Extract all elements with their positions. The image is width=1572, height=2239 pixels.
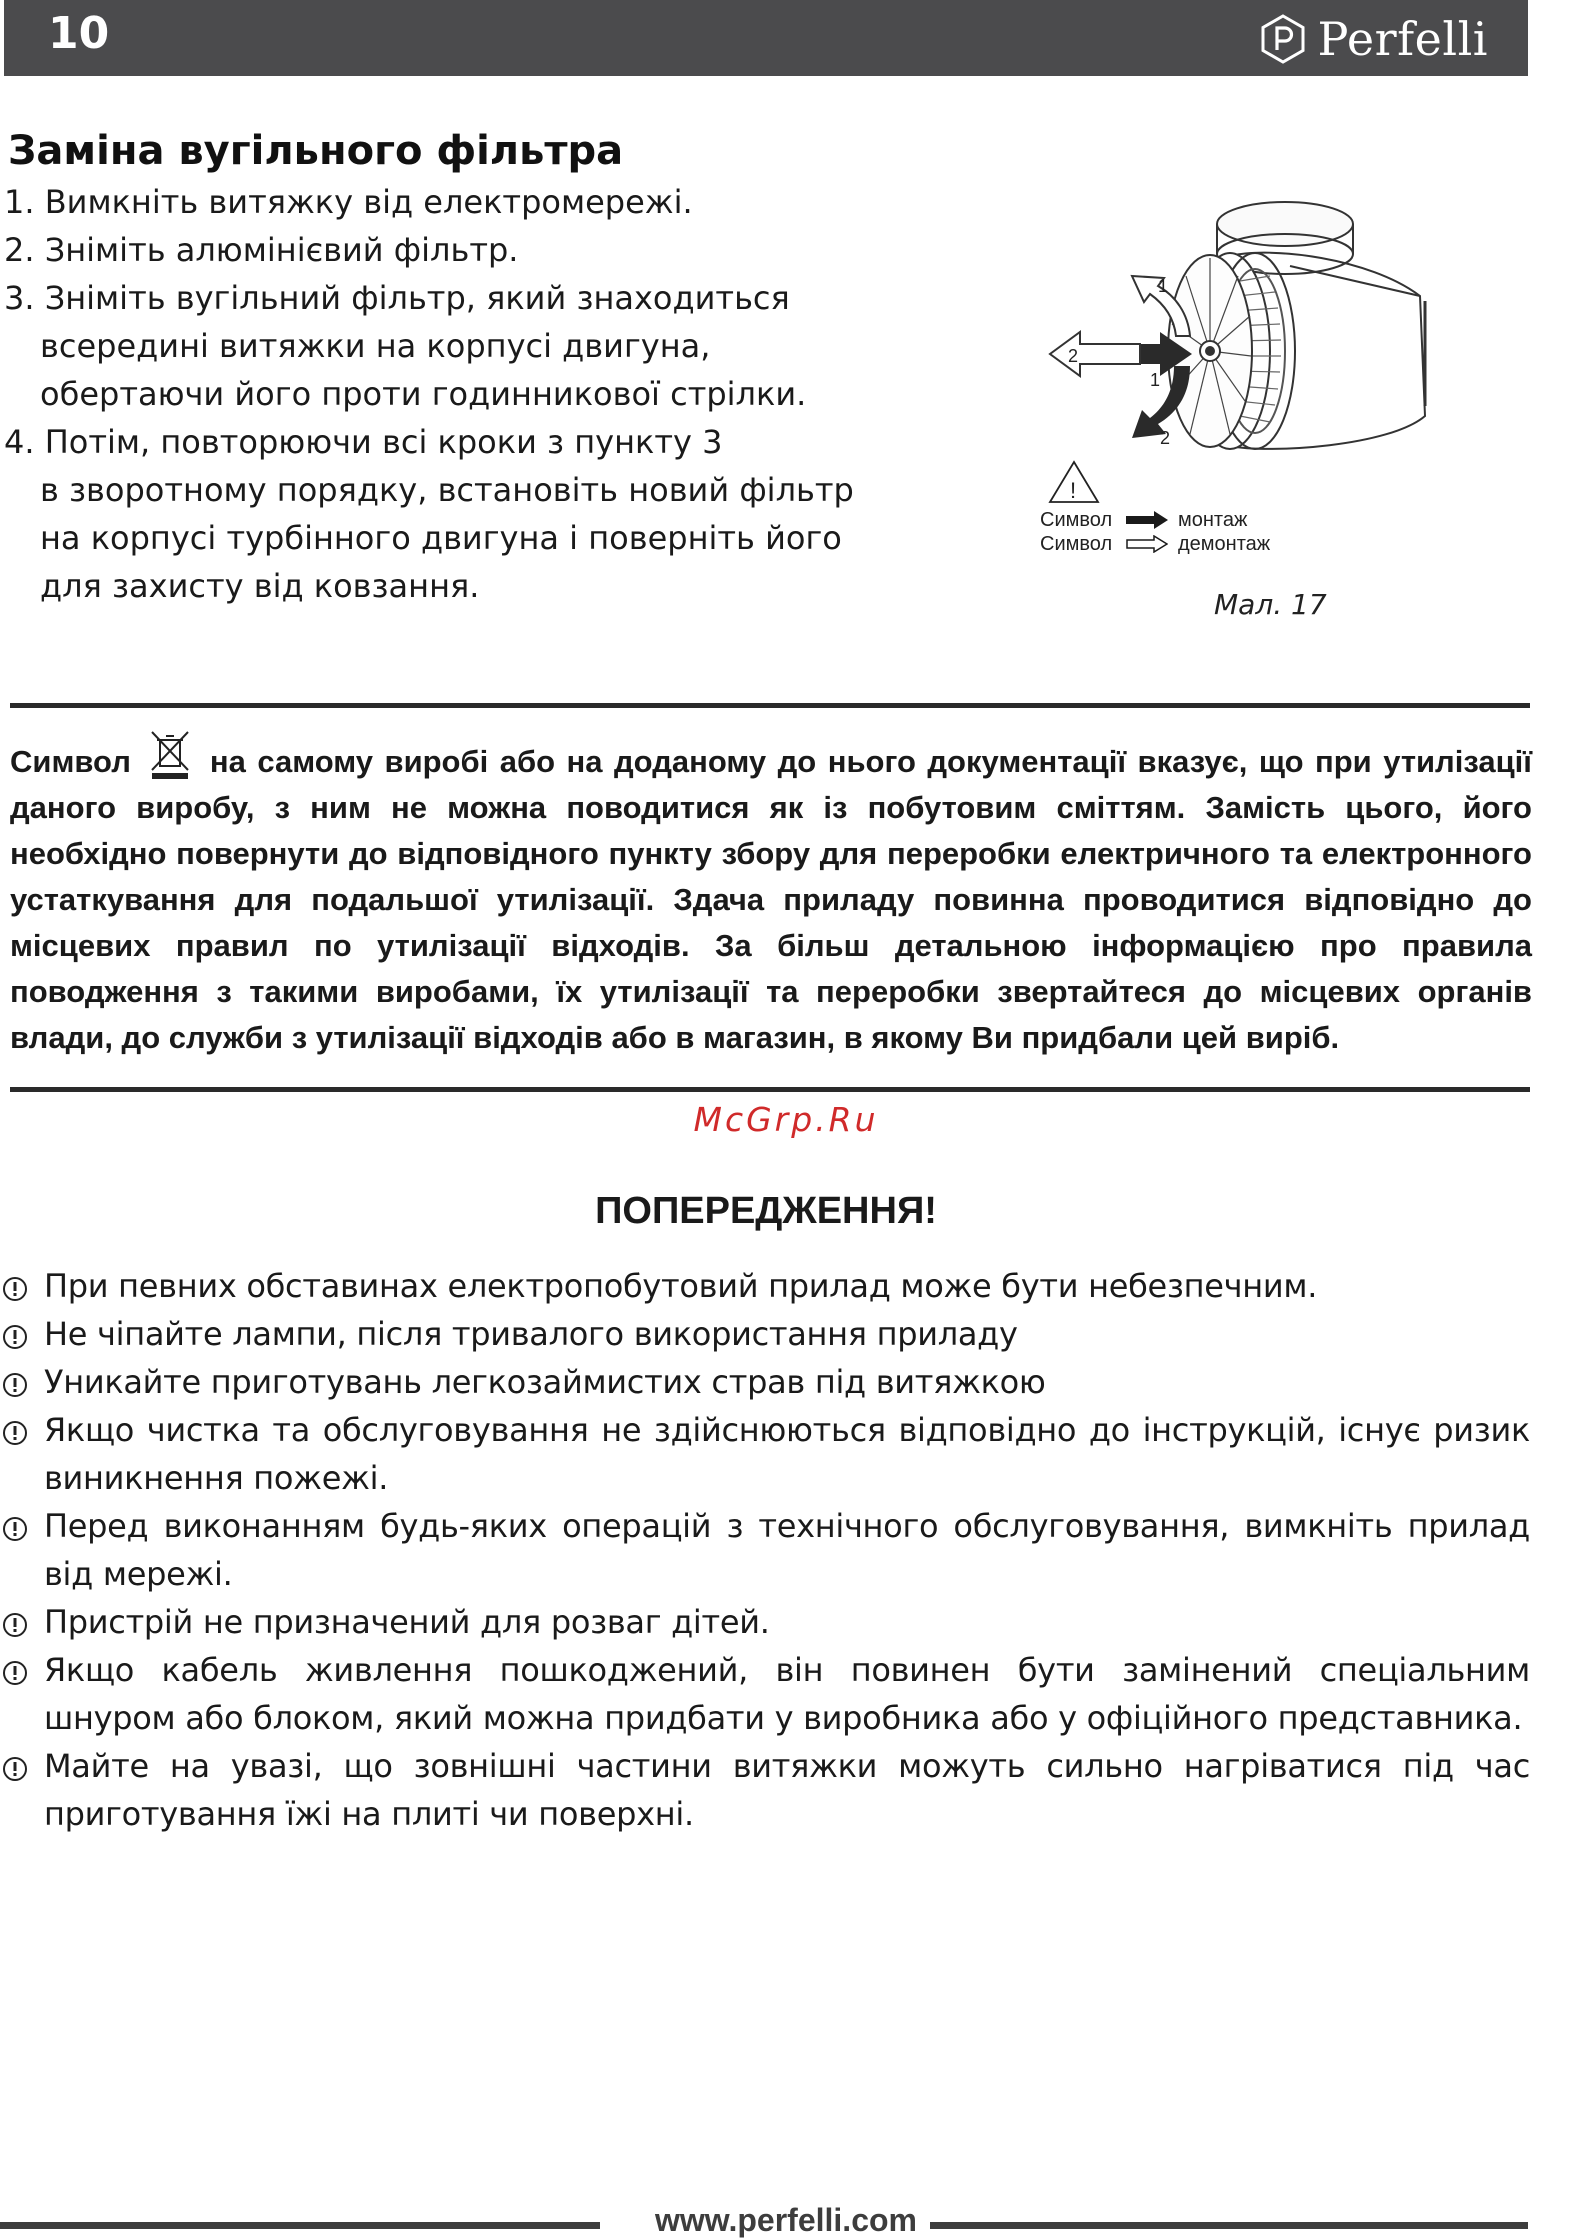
legend-action: монтаж — [1178, 508, 1248, 531]
footer-url: www.perfelli.com — [655, 2202, 917, 2238]
exclamation-circle-icon — [2, 1756, 28, 1782]
step-line: обертаючи його проти годинникової стрілки. — [40, 375, 807, 413]
svg-text:!: ! — [1070, 478, 1077, 503]
page-number: 10 — [48, 8, 110, 59]
marker-label: 2 — [1068, 346, 1079, 366]
step-line: на корпусі турбінного двигуна і поверніть його — [40, 519, 842, 557]
steps-list — [4, 178, 904, 610]
solid-arrow-icon — [1126, 511, 1168, 529]
filter-diagram — [1040, 196, 1440, 636]
warning-text: При певних обставинах електропобутовий прилад може бути небезпечним. — [44, 1267, 1318, 1305]
warning-text: Пристрій не призначений для розваг дітей. — [44, 1603, 770, 1641]
legend-row-dismantle — [1040, 532, 1270, 556]
legend-label: Символ — [1040, 508, 1113, 531]
warning-text: Не чіпайте лампи, після тривалого використання приладу — [44, 1315, 1018, 1353]
figure-caption: Мал. 17 — [1214, 588, 1327, 621]
warnings-list — [0, 1262, 1530, 1838]
warning-item — [0, 1262, 1530, 1310]
exclamation-circle-icon — [2, 1372, 28, 1398]
page-header — [4, 0, 1528, 76]
warning-item — [0, 1358, 1530, 1406]
crossed-bin-icon — [148, 730, 192, 780]
marker-label: 1 — [1150, 370, 1161, 390]
exclamation-circle-icon — [2, 1324, 28, 1350]
warning-item — [0, 1502, 1530, 1598]
warning-item — [0, 1310, 1530, 1358]
legend-label: Символ — [1040, 532, 1113, 555]
exclamation-circle-icon — [2, 1276, 28, 1302]
marker-label: 2 — [1160, 428, 1171, 448]
divider-bottom — [10, 1087, 1530, 1092]
warning-text: Якщо чистка та обслуговування не здійснюються відповідно до інструкцій, існує ризик виникнення пожежі. — [44, 1411, 1530, 1497]
warnings-title: ПОПЕРЕДЖЕННЯ! — [595, 1190, 937, 1232]
divider-top — [10, 703, 1530, 708]
warning-item — [0, 1598, 1530, 1646]
brand-name: Perfelli — [1317, 12, 1488, 66]
step-line: всередині витяжки на корпусі двигуна, — [40, 327, 711, 365]
section-title: Заміна вугільного фільтра — [8, 128, 624, 174]
outline-arrow-icon — [1126, 535, 1168, 553]
step-line: в зворотному порядку, встановіть новий фільтр — [40, 471, 854, 509]
motor-illustration — [1168, 202, 1425, 449]
step-line: 3. Зніміть вугільний фільтр, який знаходиться — [4, 279, 790, 317]
brand-logo — [1258, 12, 1488, 66]
legend-action: демонтаж — [1178, 532, 1271, 555]
warning-text: Якщо кабель живлення пошкоджений, він повинен бути замінений спеціальним шнуром або блоком, який можна придбати у виробника або у офіційного представника. — [44, 1651, 1530, 1737]
step-line: 1. Вимкніть витяжку від електромережі. — [4, 183, 693, 221]
exclamation-circle-icon — [2, 1420, 28, 1446]
warning-text: Уникайте приготувань легкозаймистих страв під витяжкою — [44, 1363, 1046, 1401]
exclamation-circle-icon — [2, 1612, 28, 1638]
figure-legend — [1040, 508, 1270, 556]
disposal-text: на самому виробі або на доданому до нього документації вказує, що при утилізації даного виробу, з ним не можна поводитися як із побутовим сміттям. Замість цього, його необхідно повернути до відповідного пункту збору для переробки електричного та електронного устаткування для подальшої утилізації. Здача приладу повинна проводитися відповідно до місцевих правил по утилізації відходів. За більш детальною інформацією про правила поводження з такими виробами, їх утилізації та переробки звертайтеся до місцевих органів влади, до служби з утилізації відходів або в магазин, в якому Ви придбали цей виріб. — [10, 744, 1532, 1055]
disposal-lead: Символ — [10, 744, 131, 779]
warning-item — [0, 1406, 1530, 1502]
exclamation-circle-icon — [2, 1660, 28, 1686]
step-line: 2. Зніміть алюмінієвий фільтр. — [4, 231, 519, 269]
warning-item — [0, 1646, 1530, 1742]
warning-triangle-icon — [1050, 462, 1098, 503]
watermark: McGrp.Ru — [693, 1100, 879, 1139]
step-line: 4. Потім, повторюючи всі кроки з пункту 3 — [4, 423, 723, 461]
warning-item — [0, 1742, 1530, 1838]
brand-logo-icon — [1258, 14, 1308, 64]
warning-text: Майте на увазі, що зовнішні частини витяжки можуть сильно нагріватися під час приготування їжі на плиті чи поверхні. — [44, 1747, 1530, 1833]
warning-text: Перед виконанням будь-яких операцій з технічного обслуговування, вимкніть прилад від мережі. — [44, 1507, 1530, 1593]
exclamation-circle-icon — [2, 1516, 28, 1542]
legend-row-montage — [1040, 508, 1270, 532]
step-line: для захисту від ковзання. — [40, 567, 480, 605]
marker-label: 1 — [1158, 276, 1169, 296]
disposal-notice — [10, 730, 1532, 1061]
